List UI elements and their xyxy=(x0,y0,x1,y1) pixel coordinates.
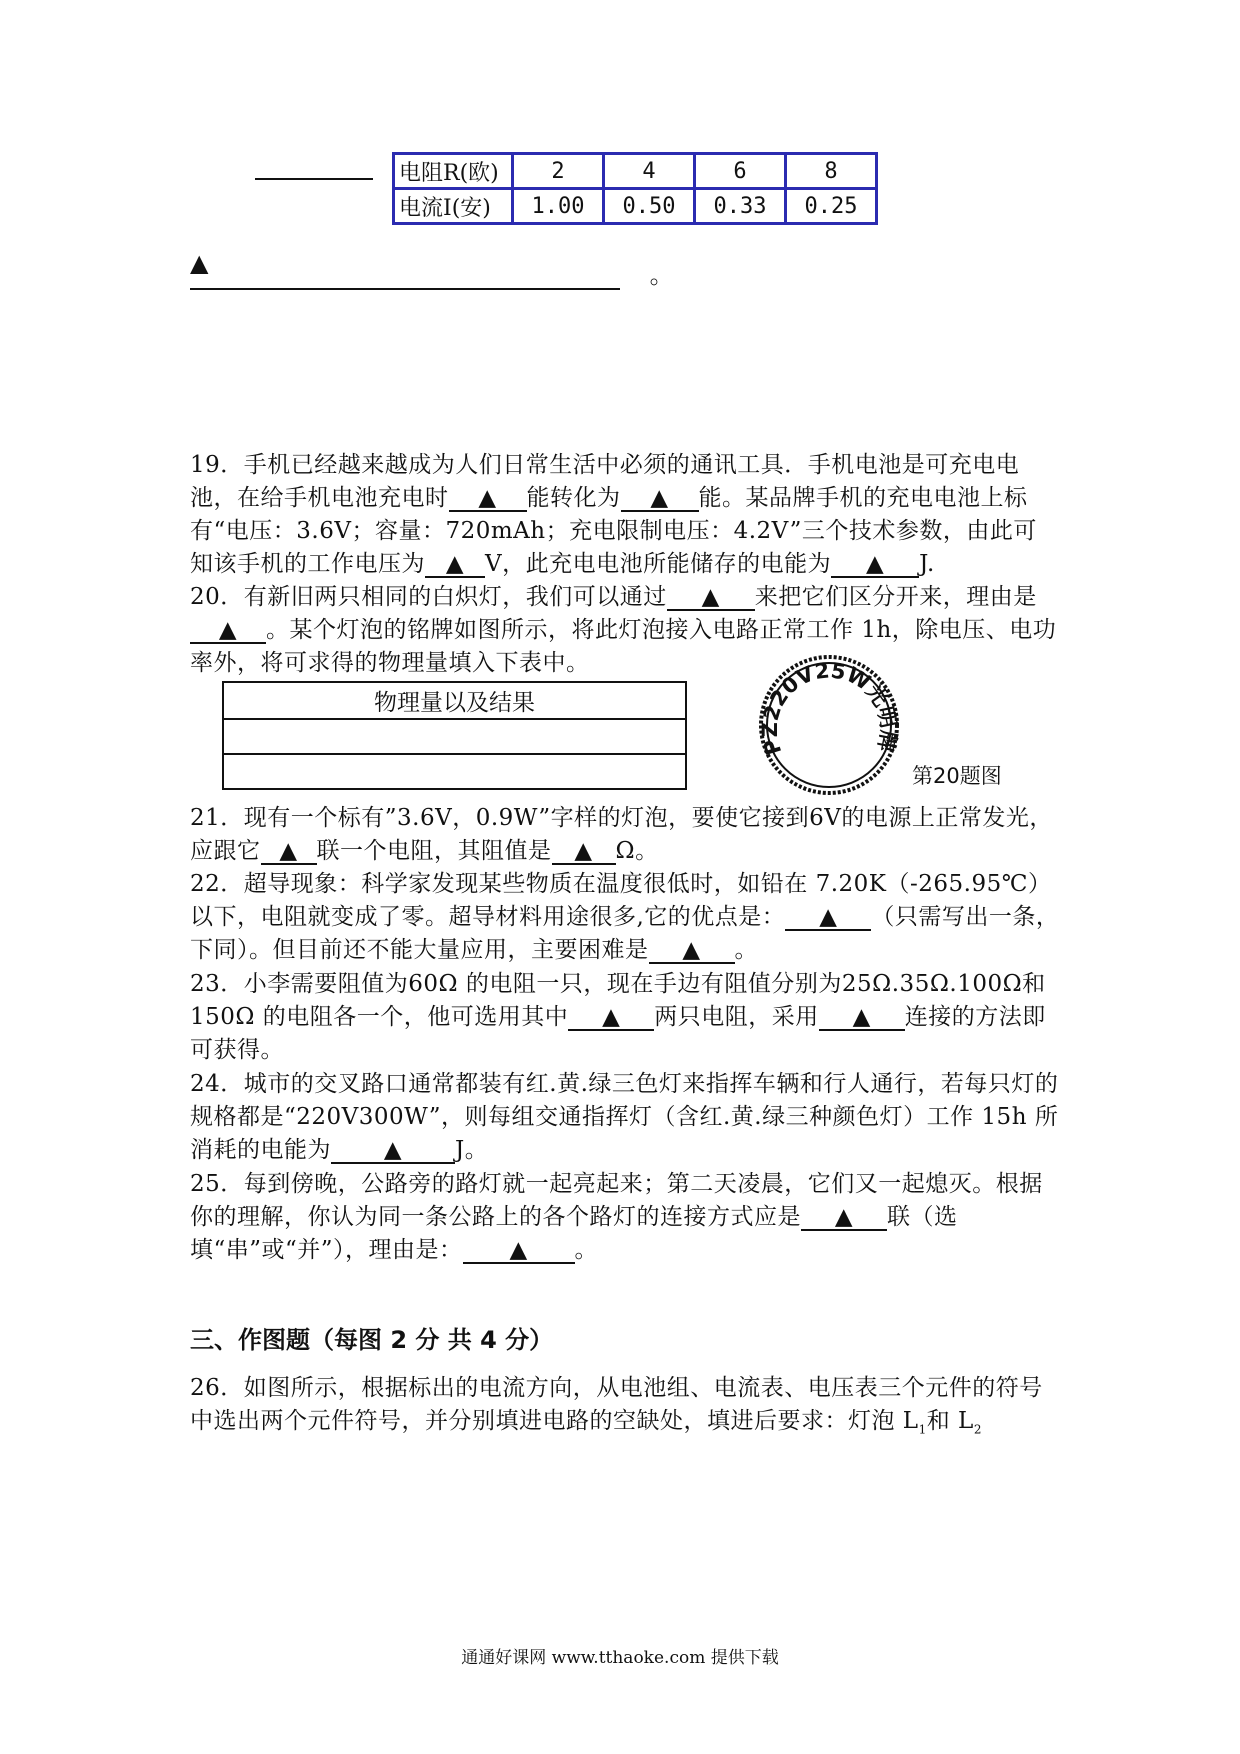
answer-blank[interactable]: ▲ xyxy=(331,1138,455,1164)
question-23: 23．小李需要阻值为60Ω 的电阻一只，现在手边有阻值分别为25Ω.35Ω.100Ω和 150Ω 的电阻各一个，他可选用其中 ▲ 两只电阻，采用 ▲ 连接的方法即可获得。 xyxy=(190,971,1046,1063)
answer-line-18 xyxy=(190,249,674,290)
question-20: 20．有新旧两只相同的白炽灯，我们可以通过 ▲ 来把它们区分开来，理由是▲ 。某个灯泡的铭牌如图所示，将此灯泡接入电路正常工作 1h，除电压、电功率外，将可求得的物理量填入下表中。 xyxy=(190,584,1057,676)
triangle-marker: ▲ xyxy=(190,249,209,277)
answer-blank[interactable]: ▲ xyxy=(552,839,616,865)
table-cell: 4 xyxy=(604,154,695,189)
answer-cell[interactable] xyxy=(223,719,686,754)
section-title: 三、作图题（每图 2 分 共 4 分） xyxy=(190,1326,554,1354)
resistance-current-table xyxy=(392,152,878,225)
table-row xyxy=(394,154,877,189)
period: 。 xyxy=(649,261,674,289)
question-19: 19．手机已经越来越成为人们日常生活中必须的通讯工具．手机电池是可充电电池，在给手机电池充电时 ▲ 能转化为 ▲ 能。某品牌手机的充电电池上标有“电压：3.6V；容量：720mAh；充电限制电压：4.2V”三个技术参数，由此可知该手机的工作电压为 ▲ V，此充电电池所能储存的电能为 ▲ J. xyxy=(190,452,1037,577)
question-26: 26．如图所示，根据标出的电流方向，从电池组、电流表、电压表三个元件的符号中选出两个元件符号，并分别填进电路的空缺处，填进后要求：灯泡 $L_1$和 $L_2$ xyxy=(190,1375,1043,1437)
answer-blank[interactable]: ▲ xyxy=(785,905,871,931)
answer-blank[interactable]: ▲ xyxy=(801,1205,887,1231)
figure-caption: 第20题图 xyxy=(912,764,1002,788)
answer-blank[interactable]: ▲ xyxy=(649,938,735,964)
answer-cell[interactable] xyxy=(223,754,686,789)
table-cell: 2 xyxy=(513,154,604,189)
table-cell: 1.00 xyxy=(513,189,604,224)
question-24: 24．城市的交叉路口通常都装有红.黄.绿三色灯来指挥车辆和行人通行，若每只灯的规格都是“220V300W”，则每组交通指挥灯（含红.黄.绿三种颜色灯）工作 15h 所消耗的电能为 ▲ J。 xyxy=(190,1071,1059,1163)
answer-blank[interactable]: ▲ xyxy=(819,1005,905,1031)
answer-blank[interactable]: ▲ xyxy=(831,552,919,578)
answer-line-17 xyxy=(255,178,373,180)
footer-text: 通通好课网 www.tthaoke.com 提供下载 xyxy=(461,1648,779,1668)
seal-text: PZ220V25W光明牌 xyxy=(757,658,901,758)
question-22: 22．超导现象：科学家发现某些物质在温度很低时，如铅在 7.20K（-265.95℃）以下，电阻就变成了零。超导材料用途很多,它的优点是： ▲ （只需写出一条，下同）。但目前还不能大量应用，主要困难是 ▲ 。 xyxy=(190,871,1060,963)
question-25: 25．每到傍晚，公路旁的路灯就一起亮起来；第二天凌晨，它们又一起熄灭。根据你的理解，你认为同一条公路上的各个路灯的连接方式应是 ▲ 联（选填“串”或“并”），理由是： ▲ 。 xyxy=(190,1171,1043,1263)
quantity-results-table xyxy=(222,681,687,790)
answer-blank[interactable]: ▲ xyxy=(667,585,755,611)
table-cell: 8 xyxy=(786,154,877,189)
table-row xyxy=(223,754,686,789)
table-cell: 0.25 xyxy=(786,189,877,224)
table-header: 物理量以及结果 xyxy=(223,682,686,719)
answer-blank[interactable]: ▲ xyxy=(621,486,699,512)
svg-text:PZ220V25W光明牌 xyxy=(758,658,901,757)
answer-blank[interactable]: ▲ xyxy=(568,1005,654,1031)
question-21: 21．现有一个标有”3.6V，0.9W”字样的灯泡，要使它接到6V的电源上正常发光，应跟它 ▲ 联一个电阻，其阻值是 ▲ Ω。 xyxy=(190,805,1053,864)
answer-blank[interactable]: ▲ xyxy=(261,839,317,865)
table-cell: 0.50 xyxy=(604,189,695,224)
answer-blank[interactable]: ▲ xyxy=(463,1238,575,1264)
answer-blank[interactable]: ▲ xyxy=(425,552,485,578)
answer-blank[interactable]: ▲ xyxy=(190,618,266,644)
row-label-resistance: 电阻R(欧) xyxy=(394,154,513,189)
row-label-current: 电流I(安) xyxy=(394,189,513,224)
bulb-nameplate-seal xyxy=(756,652,902,798)
table-cell: 0.33 xyxy=(695,189,786,224)
answer-blank[interactable]: ▲ xyxy=(449,486,527,512)
table-row xyxy=(223,682,686,719)
table-row xyxy=(394,189,877,224)
table-row xyxy=(223,719,686,754)
table-cell: 6 xyxy=(695,154,786,189)
answer-blank[interactable] xyxy=(190,266,620,290)
